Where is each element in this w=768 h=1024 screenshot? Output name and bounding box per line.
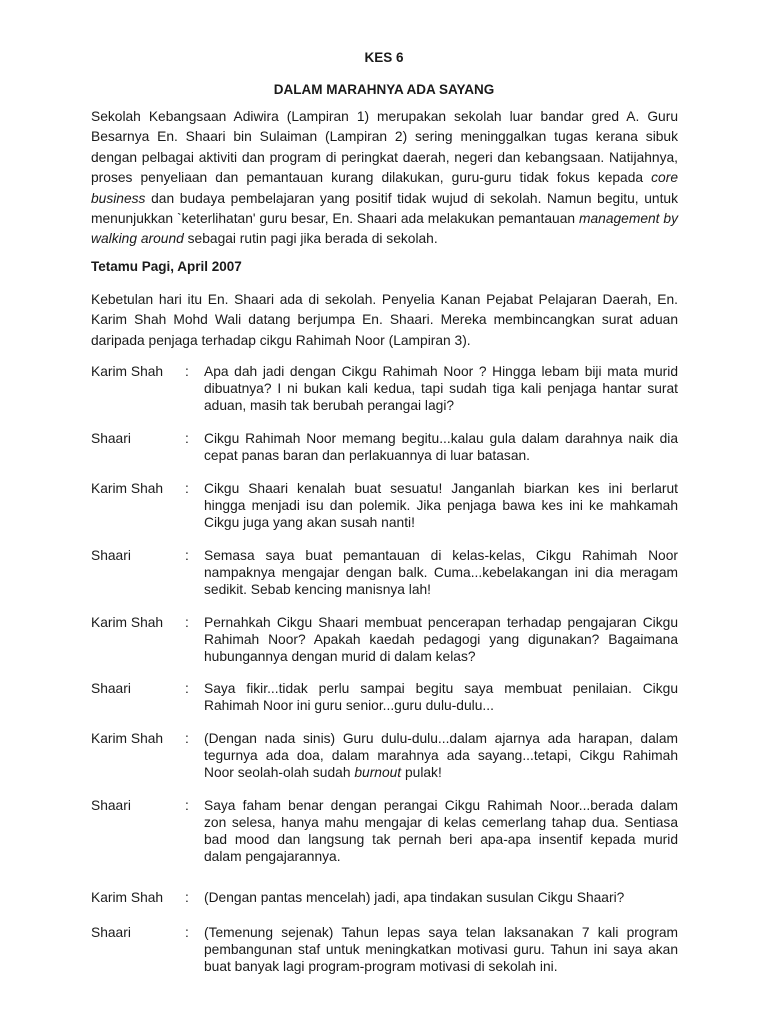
dialogue-line — [204, 797, 678, 814]
dialogue-line — [204, 397, 678, 414]
dialogue-line — [204, 831, 678, 848]
scene-intro-paragraph: Kebetulan hari itu En. Shaari ada di sekolah. Penyelia Kanan Pejabat Pelajaran Daerah, En. Karim Shah Mohd Wali datang berjumpa En. Shaari. Mereka membincangkan surat aduan daripada penjaga terhadap cikgu Rahimah Noor (Lampiran 3). — [91, 292, 678, 348]
dialogue-segment-text: aduan, masih tak berubah perangai lagi? — [204, 398, 455, 413]
speaker-name: Karim Shah — [91, 731, 164, 746]
dialogue-line — [204, 614, 678, 631]
dialogue-line — [204, 514, 678, 531]
speaker-colon: : — [185, 431, 189, 446]
dialogue-segment-text: pembangunan staf untuk meningkatkan motivasi guru. Tahun ini saya akan — [204, 942, 678, 957]
dialogue-segment-text: Apa dah jadi dengan Cikgu Rahimah Noor ? Hingga lebam biji mata murid — [204, 364, 678, 379]
speaker-name: Shaari — [91, 681, 131, 696]
dialogue-line — [204, 380, 678, 397]
dialogue-line — [204, 363, 678, 380]
dialogue-line — [204, 747, 678, 764]
dialogue-segment-text: Saya faham benar dengan perangai Cikgu Rahimah Noor...berada dalam — [204, 798, 678, 813]
dialogue-segment-text: bad mood dan langsung tak pernah beri apa-apa insentif kepada murid — [204, 832, 678, 847]
dialogue-segment-italic: burnout — [354, 765, 402, 780]
intro-segment-text: sebagai rutin pagi jika berada di sekolah. — [183, 231, 438, 247]
dialogue-segment-text: Rahimah Noor ini guru senior...guru dulu-dulu... — [204, 698, 494, 713]
speaker-name: Karim Shah — [91, 364, 164, 379]
speaker-colon: : — [185, 364, 189, 379]
dialogue-segment-text: Cikgu Shaari kenalah buat sesuatu! Janganlah biarkan kes ini berlarut — [204, 481, 678, 496]
speaker-name: Karim Shah — [91, 481, 164, 496]
speaker-name: Shaari — [91, 548, 131, 563]
intro-paragraph — [91, 107, 678, 250]
dialogue-line — [204, 889, 678, 906]
dialogue-line — [204, 648, 678, 665]
dialogue-line — [204, 497, 678, 514]
speaker-name: Karim Shah — [91, 615, 164, 630]
dialogue-segment-text: (Dengan pantas mencelah) jadi, apa tindakan susulan Cikgu Shaari? — [204, 890, 625, 905]
dialogue-line — [204, 680, 678, 697]
dialogue-line — [204, 547, 678, 564]
dialogue-line — [204, 848, 678, 865]
dialogue-segment-text: (Temenung sejenak) Tahun lepas saya telan laksanakan 7 kali program — [204, 925, 678, 940]
speaker-colon: : — [185, 731, 189, 746]
dialogue-segment-text: hingga menjadi isu dan polemik. Jika penjaga bawa kes ini ke mahkamah — [204, 498, 678, 513]
dialogue-line — [204, 941, 678, 958]
case-number: KES 6 — [364, 50, 404, 65]
dialogue-line — [204, 958, 678, 975]
dialogue-segment-text: nampaknya mengajar dengan balk. Cuma...kebelakangan ini dia meragam — [204, 565, 678, 580]
dialogue-segment-text: buat banyak lagi program-program motivasi di sekolah ini. — [204, 959, 558, 974]
dialogue-segment-text: pulak! — [401, 765, 442, 780]
speaker-colon: : — [185, 548, 189, 563]
dialogue-segment-text: Noor seolah-olah sudah — [204, 765, 355, 780]
speaker-colon: : — [185, 615, 189, 630]
dialogue-line — [204, 564, 678, 581]
dialogue-line — [204, 730, 678, 747]
speaker-name: Shaari — [91, 431, 131, 446]
dialogue-segment-text: dalam pengajarannya. — [204, 849, 341, 864]
dialogue-segment-text: Semasa saya buat pemantauan di kelas-kelas, Cikgu Rahimah Noor — [204, 548, 678, 563]
speaker-name: Shaari — [91, 798, 131, 813]
dialogue-segment-text: Pernahkah Cikgu Shaari membuat pencerapan terhadap pengajaran Cikgu — [204, 615, 678, 630]
dialogue-segment-text: tegurnya ada doa, dalam marahnya ada sayang...tetapi, Cikgu Rahimah — [204, 748, 678, 763]
dialogue-segment-text: dibuatnya? I ni bukan kali kedua, tapi sudah tiga kali penjaga hantar surat — [204, 381, 678, 396]
dialogue-segment-text: (Dengan nada sinis) Guru dulu-dulu...dalam ajarnya ada harapan, dalam — [204, 731, 678, 746]
scene-heading: Tetamu Pagi, April 2007 — [91, 259, 242, 274]
dialogue-segment-text: sedikit. Sebab kencing manisnya lah! — [204, 582, 432, 597]
speaker-name: Karim Shah — [91, 890, 164, 905]
dialogue-line — [204, 924, 678, 941]
intro-segment-text: dan budaya pembelajaran yang positif tidak wujud di sekolah. Namun begitu, untuk menunjukkan `keterlihatan' guru besar, En. Shaari ada melakukan pemantauan — [91, 190, 678, 227]
dialogue-segment-text: Saya fikir...tidak perlu sampai begitu saya membuat penilaian. Cikgu — [204, 681, 678, 696]
dialogue-segment-text: hubungannya dengan murid di dalam kelas? — [204, 649, 476, 664]
dialogue-line — [204, 697, 678, 714]
dialogue-segment-text: Cikgu juga yang akan susah nanti! — [204, 515, 415, 530]
case-title: DALAM MARAHNYA ADA SAYANG — [273, 82, 495, 97]
dialogue-line — [204, 631, 678, 648]
intro-segment-text: Sekolah Kebangsaan Adiwira (Lampiran 1) merupakan sekolah luar bandar gred A. Guru Besarnya En. Shaari bin Sulaiman (Lampiran 2) sering meninggalkan tugas kerana sibuk dengan pelbagai aktiviti dan program di peringkat daerah, negeri dan kebangsaan. Natijahnya, proses penyeliaan dan pemantauan kurang dilakukan, guru-guru tidak fokus kepada — [91, 109, 678, 186]
dialogue-line — [204, 480, 678, 497]
dialogue-segment-text: Cikgu Rahimah Noor memang begitu...kalau gula dalam darahnya naik dia — [204, 431, 678, 446]
intro-segment-italic: core business — [91, 170, 678, 206]
speaker-colon: : — [185, 481, 189, 496]
speaker-colon: : — [185, 890, 189, 905]
dialogue-line — [204, 447, 678, 464]
dialogue-line — [204, 581, 678, 598]
dialogue-segment-text: zon selesa, hanya mahu mengajar di kelas cemerlang tahap dua. Sentiasa — [204, 815, 678, 830]
dialogue-segment-text: cepat panas baran dan perlakuannya di luar batasan. — [204, 448, 530, 463]
dialogue-segment-text: Rahimah Noor? Apakah kaedah pedagogi yang digunakan? Bagaimana — [204, 632, 678, 647]
dialogue-line — [204, 814, 678, 831]
speaker-colon: : — [185, 925, 189, 940]
speaker-colon: : — [185, 798, 189, 813]
dialogue-line — [204, 764, 678, 781]
speaker-name: Shaari — [91, 925, 131, 940]
speaker-colon: : — [185, 681, 189, 696]
dialogue-line — [204, 430, 678, 447]
intro-segment-italic: management by walking around — [91, 211, 678, 247]
